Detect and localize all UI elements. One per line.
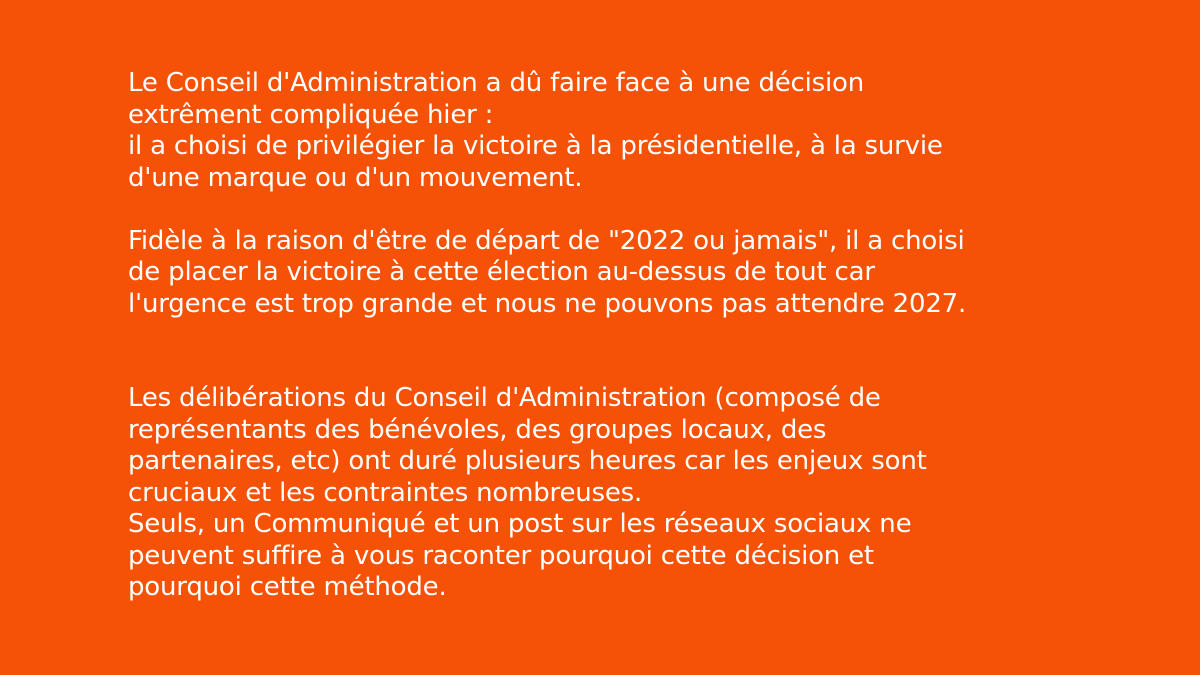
text-line: partenaires, etc) ont duré plusieurs heures car les enjeux sont xyxy=(128,446,927,476)
text-line: représentants des bénévoles, des groupes locaux, des xyxy=(128,414,827,445)
paragraph-deliberations xyxy=(128,383,1108,604)
text-line: Seuls, un Communiqué et un post sur les réseaux sociaux ne xyxy=(128,509,912,539)
text-line: peuvent suffire à vous raconter pourquoi cette décision et xyxy=(128,540,874,571)
text-line: d'une marque ou d'un mouvement. xyxy=(128,162,583,193)
text-block xyxy=(128,68,1108,604)
paragraph-spacer xyxy=(128,320,1108,383)
paragraph-raison-d-etre xyxy=(128,226,1108,321)
text-line: cruciaux et les contraintes nombreuses. xyxy=(128,477,643,508)
text-line: de placer la victoire à cette élection au-dessus de tout car xyxy=(128,257,875,287)
text-line: Le Conseil d'Administration a dû faire face à une décision xyxy=(128,68,865,98)
paragraph-spacer xyxy=(128,194,1108,226)
text-line: Les délibérations du Conseil d'Administration (composé de xyxy=(128,383,881,413)
text-line: il a choisi de privilégier la victoire à la présidentielle, à la survie xyxy=(128,131,943,161)
text-line: pourquoi cette méthode. xyxy=(128,572,447,602)
text-line: Fidèle à la raison d'être de départ de "2022 ou jamais", il a choisi xyxy=(128,225,965,256)
text-line: l'urgence est trop grande et nous ne pouvons pas attendre 2027. xyxy=(128,288,967,319)
text-line: extrêment compliquée hier : xyxy=(128,99,494,130)
paragraph-board-decision xyxy=(128,68,1108,194)
